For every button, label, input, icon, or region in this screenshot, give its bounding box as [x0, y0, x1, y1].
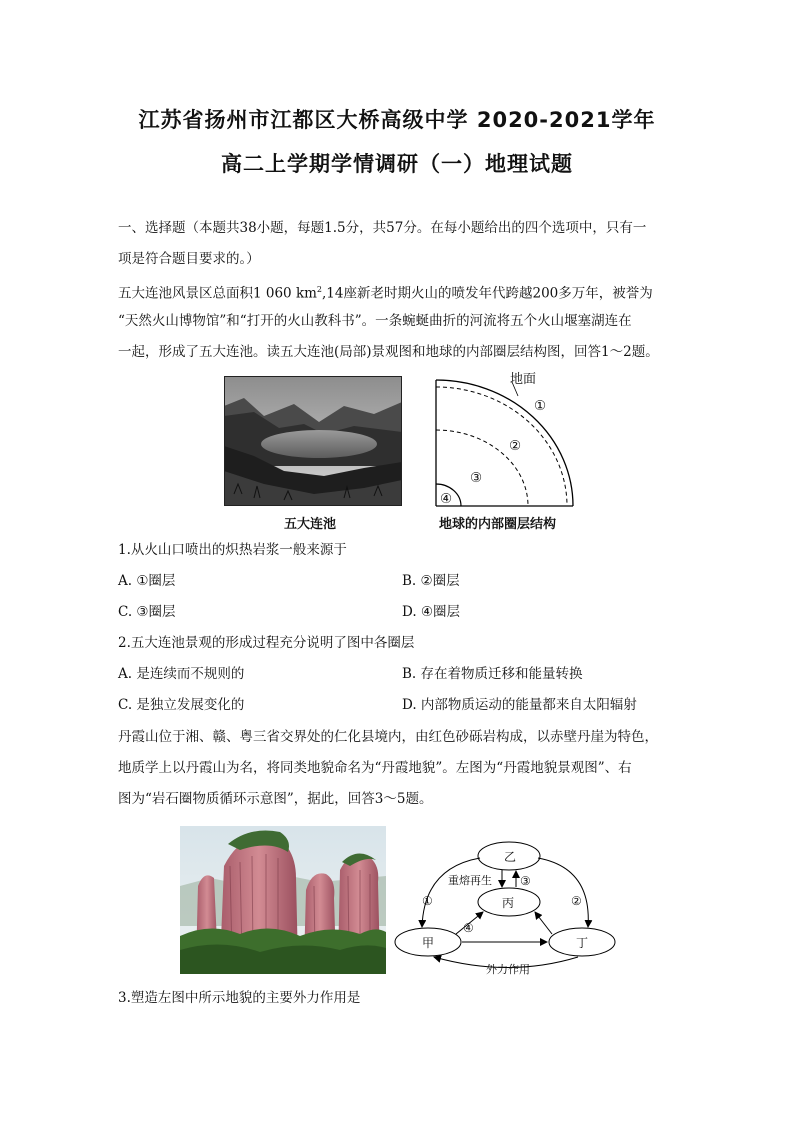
exam-title-line1: 江苏省扬州市江都区大桥高级中学 2020-2021学年: [138, 108, 656, 132]
q1-option-d: D. ④圈层: [402, 604, 461, 620]
photo-caption-wudalianchi: 五大连池: [284, 517, 337, 532]
q2-option-c: C. 是独立发展变化的: [118, 697, 245, 713]
label-external-force: 外力作用: [486, 963, 530, 976]
diagram-caption-earth-layers: 地球的内部圈层结构: [439, 517, 557, 532]
question-2-stem: 2.五大连池景观的形成过程充分说明了图中各圈层: [118, 635, 415, 651]
rock-cycle-node-ding: 丁: [576, 936, 589, 950]
wudalianchi-photo: [224, 376, 402, 506]
passage2-line2: 地质学上以丹霞山为名，将同类地貌命名为“丹霞地貌”。左图为“丹霞地貌景观图”、右: [118, 760, 632, 776]
passage1-line1: 五大连池风景区总面积1 060 $km^2,14$座新老时期火山的喷发年代跨越200多万年，被誉为: [118, 285, 653, 302]
section-instruction-line1: 一、选择题（本题共38小题，每题1.5分，共57分。在每小题给出的四个选项中，只有一: [118, 220, 647, 236]
passage2-line3: 图为“岩石圈物质循环示意图”，据此，回答3～5题。: [118, 791, 433, 807]
passage1-line2: “天然火山博物馆”和“打开的火山教科书”。一条蜿蜒曲折的河流将五个火山堰塞湖连在: [118, 313, 632, 329]
surface-label: 地面: [510, 372, 537, 387]
q1-option-c: C. ③圈层: [118, 604, 176, 620]
section-instruction-line2: 项是符合题目要求的。）: [118, 251, 260, 267]
arrow-label-2: ②: [571, 894, 582, 908]
q2-option-d: D. 内部物质运动的能量都来自太阳辐射: [402, 697, 637, 713]
layer-label-4: ④: [440, 491, 453, 507]
rock-cycle-node-bing: 丙: [502, 896, 515, 910]
layer-label-3: ③: [470, 470, 483, 486]
exam-title-line2: 高二上学期学情调研（一）地理试题: [221, 152, 573, 176]
q2-option-a: A. 是连续而不规则的: [118, 666, 245, 682]
question-3-stem: 3.塑造左图中所示地貌的主要外力作用是: [118, 990, 361, 1006]
label-remelt-regeneration: 重熔再生: [448, 874, 492, 887]
question-1-stem: 1.从火山口喷出的炽热岩浆一般来源于: [118, 542, 347, 558]
layer-label-2: ②: [509, 438, 522, 454]
layer-label-1: ①: [534, 398, 547, 414]
rock-cycle-node-jia: 甲: [422, 936, 435, 950]
q1-option-a: A. ①圈层: [118, 573, 176, 589]
passage2-line1: 丹霞山位于湘、赣、粤三省交界处的仁化县境内，由红色砂砾岩构成，以赤壁丹崖为特色，: [118, 729, 658, 745]
q1-option-b: B. ②圈层: [402, 573, 460, 589]
arrow-label-1: ①: [422, 894, 433, 908]
arrow-label-3: ③: [520, 874, 531, 888]
passage1-line3: 一起，形成了五大连池。读五大连池(局部)景观图和地球的内部圈层结构图，回答1～2题。: [118, 344, 659, 360]
q2-option-b: B. 存在着物质迁移和能量转换: [402, 666, 583, 682]
danxia-landform-photo: [180, 826, 386, 974]
arrow-label-4: ④: [463, 921, 474, 935]
rock-cycle-node-yi: 乙: [504, 850, 517, 864]
earth-layers-diagram: [432, 368, 582, 510]
